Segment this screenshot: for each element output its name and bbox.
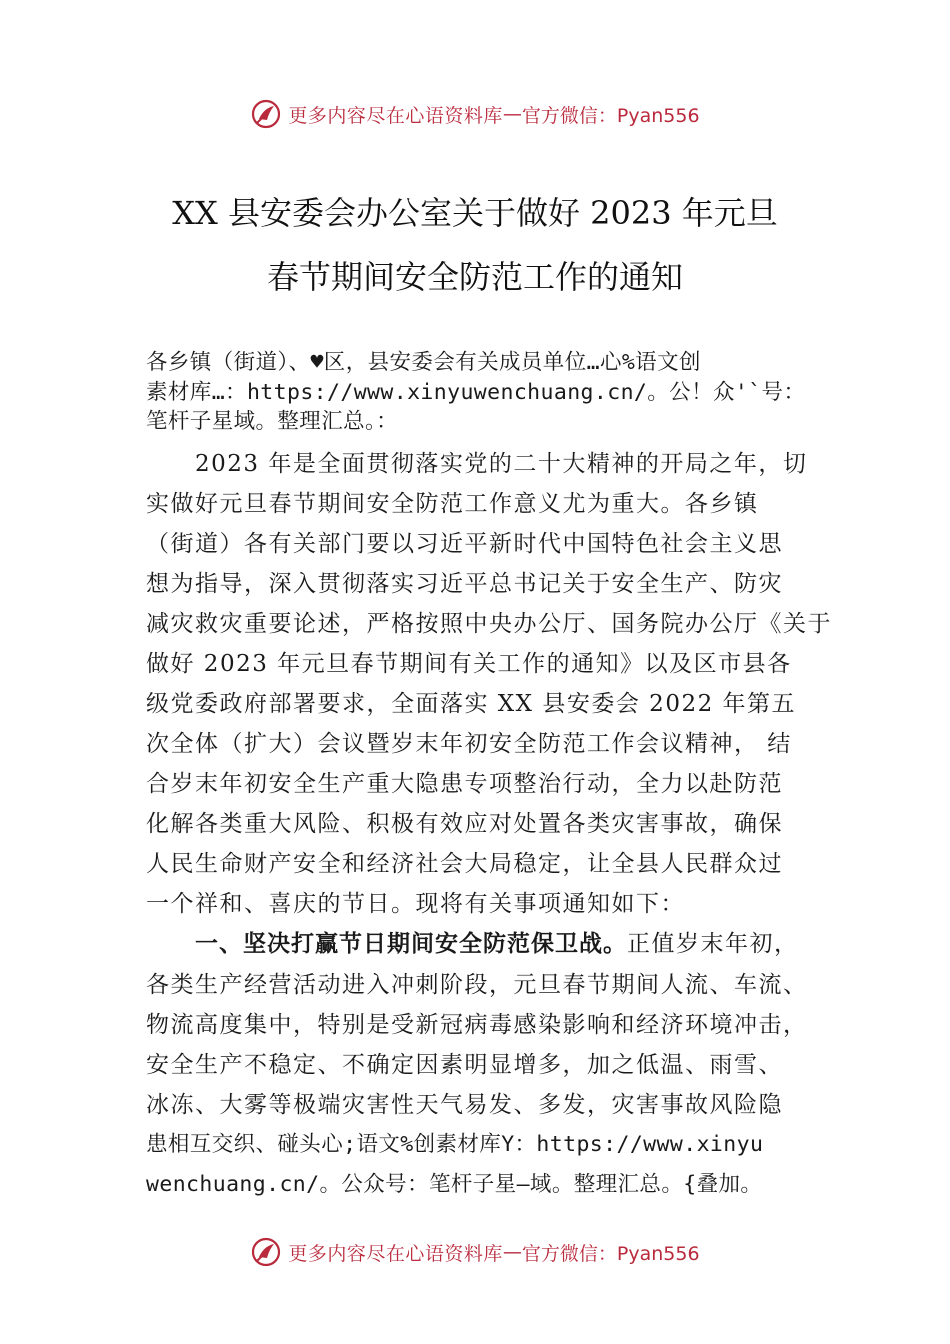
paragraph-line: 做好 2023 年元旦春节期间有关工作的通知》以及区市县各 — [146, 651, 792, 677]
paragraph-line: 级党委政府部署要求，全面落实 XX 县安委会 2022 年第五 — [146, 691, 797, 717]
paragraph-line: 化解各类重大风险、积极有效应对处置各类灾害事故，确保 — [146, 811, 783, 837]
paragraph-line: 人民生命财产安全和经济社会大局稳定，让全县人民群众过 — [146, 851, 783, 877]
watermark-banner-bottom — [0, 1232, 950, 1272]
banner-text: 更多内容尽在心语资料库 — [288, 104, 503, 127]
section-heading-line — [146, 929, 826, 959]
document-title-line-1: XX 县安委会办公室关于做好 2023 年元旦 — [172, 194, 778, 232]
banner-wechat: 官方微信：Pyan556 — [521, 1242, 700, 1265]
paragraph-line: 实做好元旦春节期间安全防范工作意义尤为重大。各乡镇 — [146, 491, 759, 517]
paragraph-line: 一个祥和、喜庆的节日。现将有关事项通知如下： — [146, 891, 685, 917]
paragraph-line: 物流高度集中，特别是受新冠病毒感染影响和经济环境冲击， — [146, 1012, 808, 1038]
paragraph-line: 患相互交织、碰头心;语文%创素材库Y：https://www.xinyu — [146, 1132, 764, 1157]
paragraph-line: 次全体（扩大）会议暨岁末年初安全防范工作会议精神， 结 — [146, 731, 792, 757]
banner-wechat: 官方微信：Pyan556 — [521, 104, 700, 127]
paragraph-line: 减灾救灾重要论述，严格按照中央办公厅、国务院办公厅《关于 — [146, 611, 832, 637]
section-line-rest: 正值岁末年初， — [627, 931, 799, 957]
salutation-line: 各乡镇（街道）、♥区，县安委会有关成员单位…心%语文创 — [146, 350, 701, 375]
logo-icon — [250, 98, 282, 130]
paragraph-line: 2023 年是全面贯彻落实党的二十大精神的开局之年，切 — [146, 451, 808, 477]
salutation-line: 素材库…：https://www.xinyuwenchuang.cn/。公！众'`号： — [146, 380, 806, 405]
paragraph-line: 安全生产不稳定、不确定因素明显增多，加之低温、雨雪、 — [146, 1052, 783, 1078]
paragraph-line: 合岁末年初安全生产重大隐患专项整治行动，全力以赴防范 — [146, 771, 783, 797]
paragraph-line: wenchuang.cn/。公众号：笔杆子星—域。整理汇总。{叠加。 — [146, 1172, 763, 1197]
document-title-line-2: 春节期间安全防范工作的通知 — [266, 258, 683, 296]
banner-separator: — — [502, 1241, 522, 1263]
watermark-banner-top — [0, 94, 950, 134]
paragraph-line: 各类生产经营活动进入冲刺阶段，元旦春节期间人流、车流、 — [146, 972, 808, 998]
paragraph-line: （街道）各有关部门要以习近平新时代中国特色社会主义思 — [146, 531, 783, 557]
paragraph-line: 冰冻、大雾等极端灾害性天气易发、多发，灾害事故风险隐 — [146, 1092, 783, 1118]
paragraph-line: 想为指导，深入贯彻落实习近平总书记关于安全生产、防灾 — [146, 571, 783, 597]
banner-separator: — — [502, 103, 522, 125]
banner-text: 更多内容尽在心语资料库 — [288, 1242, 503, 1265]
salutation-line: 笔杆子星域。整理汇总。： — [146, 409, 399, 434]
section-heading: 一、坚决打赢节日期间安全防范保卫战。 — [195, 931, 627, 957]
logo-icon — [250, 1236, 282, 1268]
